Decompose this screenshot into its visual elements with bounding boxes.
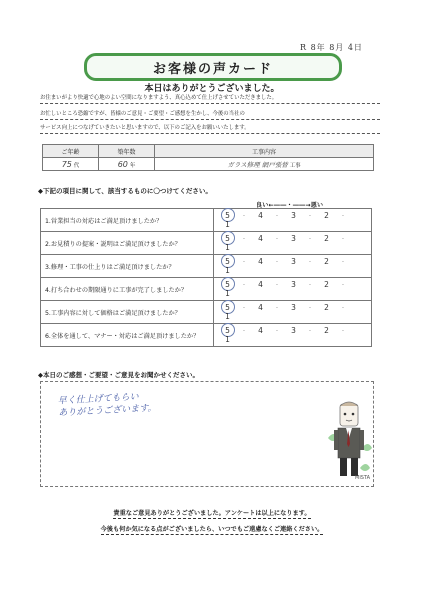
footer-contact [0,524,424,533]
rating-option-1[interactable]: 1 [225,220,230,229]
rating-option-1[interactable]: 1 [225,266,230,275]
mascot-name: MISTA [355,475,371,481]
rating-scale [214,209,372,232]
footer-thanks [0,508,424,517]
rating-option-1[interactable]: 1 [225,289,230,298]
questions-instruction: ◆下記の項目に関して、該当するものに〇つけてください。 [38,187,212,195]
page-title: お客様の声カード [152,61,273,77]
rating-scale [214,255,372,278]
years-value: 60 [117,159,128,169]
comment-label-text: 本日のご感想・ご要望・ご意見をお聞かせください。 [43,371,199,379]
scale-separator: · [308,327,312,335]
age-cell[interactable] [43,158,99,171]
question-row [41,209,372,232]
header-work-content: 工事内容 [155,145,374,158]
rating-option-1[interactable]: 1 [225,335,230,344]
handwritten-comment [57,390,156,419]
mascot-illustration [324,398,372,482]
rating-option-4[interactable]: 4 [258,326,263,335]
question-text: 3.修理・工事の仕上りはご満足頂けましたか？ [41,255,214,278]
question-row [41,278,372,301]
footer-line-2: 今後も何か気になる点がございましたら、いつでもご遠慮なくご連絡ください。 [100,526,324,533]
scale-separator: · [275,212,279,220]
years-unit: 年 [129,162,136,169]
rating-option-3[interactable]: 3 [291,326,296,335]
rating-scale [214,324,372,347]
work-unit: 工事 [289,162,301,169]
rating-option-2[interactable]: 2 [324,211,329,220]
question-row [41,324,372,347]
intro-line-1: お住まいがより快適で心地のよい空間になりますよう、真心込めて仕上げさせていただきました。 [40,94,380,104]
questions-table [40,208,372,347]
scale-separator: · [275,281,279,289]
rating-option-1[interactable]: 1 [225,243,230,252]
scale-separator: · [341,212,345,220]
rating-option-5[interactable]: 5 [214,326,241,335]
question-text: 1.営業担当の対応はご満足頂けましたか？ [41,209,214,232]
scale-separator: · [242,304,246,312]
rating-scale [214,301,372,324]
rating-scale [214,278,372,301]
rating-option-2[interactable]: 2 [324,257,329,266]
age-value: 75 [61,159,72,169]
work-cell[interactable] [155,158,374,171]
rating-option-2[interactable]: 2 [324,303,329,312]
rating-option-2[interactable]: 2 [324,280,329,289]
rating-option-3[interactable]: 3 [291,211,296,220]
question-text: 5.工事内容に対して価格はご満足頂けましたか？ [41,301,214,324]
question-text: 4.打ち合わせの期限通りに工事が完了しましたか？ [41,278,214,301]
scale-separator: · [308,304,312,312]
footer-line-1: 貴重なご意見ありがとうございました。アンケートは以上になります。 [113,510,311,517]
scale-separator: · [242,327,246,335]
scale-separator: · [242,258,246,266]
scale-separator: · [308,212,312,220]
scale-separator: · [242,212,246,220]
scale-separator: · [341,281,345,289]
rating-option-3[interactable]: 3 [291,234,296,243]
rating-option-4[interactable]: 4 [258,280,263,289]
question-row [41,255,372,278]
rating-option-4[interactable]: 4 [258,211,263,220]
survey-date: R 8年 8月 4日 [300,43,363,52]
scale-separator: · [341,304,345,312]
question-text: 6.全体を通して、マナー・対応はご満足頂けましたか？ [41,324,214,347]
scale-separator: · [341,258,345,266]
question-row [41,301,372,324]
rating-option-4[interactable]: 4 [258,257,263,266]
scale-separator: · [275,258,279,266]
age-unit: 代 [73,162,80,169]
rating-option-3[interactable]: 3 [291,257,296,266]
scale-separator: · [242,281,246,289]
rating-option-3[interactable]: 3 [291,303,296,312]
question-row [41,232,372,255]
comment-label: ◆本日のご感想・ご要望・ご意見をお聞かせください。 [38,371,199,379]
scale-separator: · [308,281,312,289]
years-cell[interactable] [99,158,155,171]
scale-separator: · [341,235,345,243]
work-value: ガラス修理 網戸張替 [227,160,288,169]
scale-header: 良い←――・――→悪い [256,202,324,209]
questions-instruction-text: 下記の項目に関して、該当するものに〇つけてください。 [43,187,212,195]
rating-option-4[interactable]: 4 [258,234,263,243]
scale-separator: · [308,258,312,266]
scale-separator: · [275,235,279,243]
rating-option-2[interactable]: 2 [324,326,329,335]
rating-option-4[interactable]: 4 [258,303,263,312]
rating-option-5[interactable]: 5 [214,280,241,289]
intro-line-2: お忙しいところ恐縮ですが、皆様のご意見・ご要望・ご感想を生かし、今後の当社の [40,110,380,120]
rating-option-5[interactable]: 5 [214,257,241,266]
rating-scale [214,232,372,255]
scale-separator: · [341,327,345,335]
customer-info-table [42,144,374,171]
scale-separator: · [308,235,312,243]
header-age: ご年齢 [43,145,99,158]
rating-option-2[interactable]: 2 [324,234,329,243]
intro-line-3: サービス向上につなげていきたいと思いますので、以下のご記入をお願いいたします。 [40,124,380,134]
handwritten-line-2: ありがとうございます。 [58,403,157,419]
title-box [84,53,342,81]
rating-option-3[interactable]: 3 [291,280,296,289]
header-building-years: 築年数 [99,145,155,158]
rating-option-5[interactable]: 5 [214,211,241,220]
question-text: 2.お見積りの提案・説明はご満足頂けましたか？ [41,232,214,255]
rating-option-1[interactable]: 1 [225,312,230,321]
scale-separator: · [242,235,246,243]
handwritten-line-1: 早く仕上げてもらい [57,392,139,407]
rating-option-5[interactable]: 5 [214,234,241,243]
rating-option-5[interactable]: 5 [214,303,241,312]
scale-separator: · [275,327,279,335]
thanks-message: 本日はありがとうございました。 [144,84,280,94]
scale-separator: · [275,304,279,312]
